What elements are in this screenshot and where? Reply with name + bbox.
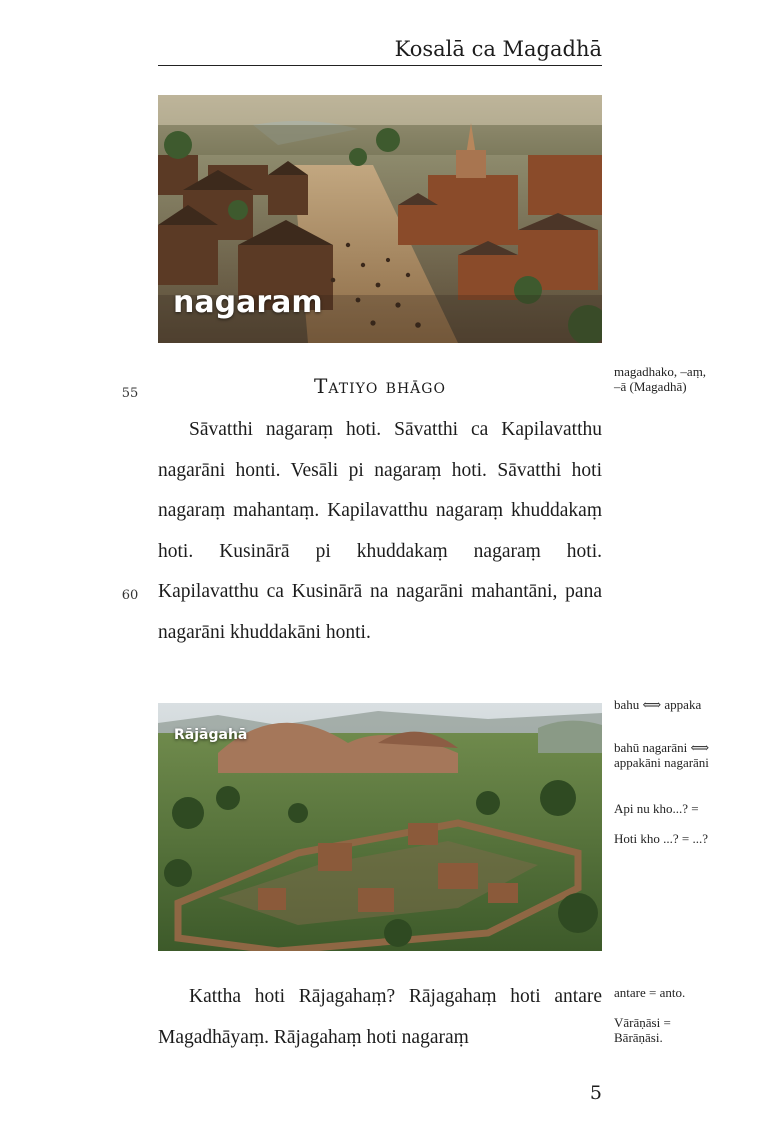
header-rule (158, 65, 602, 66)
figure-label-rajagaha: Rājāgahā (174, 727, 248, 743)
paragraph-1: Sāvatthi nagaraṃ hoti. Sāvatthi ca Kapilavatthu nagarāni honti. Vesāli pi nagaraṃ hoti. Sāvatthi hoti nagaraṃ mahantaṃ. Kapilavatthu nagaraṃ khuddakaṃ hoti. Kusinārā pi khuddakaṃ nagaraṃ hoti. Kapilavatthu ca Kusinārā na nagarāni mahantāni, pana nagarāni khuddakāni honti. (158, 419, 602, 643)
page-number: 5 (589, 1082, 602, 1104)
margin-note-varanasi: Vārāṇāsi = Bārāṇāsi. (614, 1015, 671, 1045)
figure-rajagaha (158, 703, 602, 951)
margin-note-magadhako: magadhako, –aṃ, –ā (Magadhā) (614, 364, 707, 394)
margin-note-bahu: bahu ⟺ appaka (614, 697, 702, 712)
figure-label-nagaram: nagaram (173, 285, 323, 320)
figure-city-street (158, 95, 602, 343)
margin-note-antare: antare = anto. (614, 985, 686, 1000)
line-number-60: 60 (121, 588, 139, 603)
margin-note-bahu-nagarani: bahū nagarāni ⟺ appakāni nagarāni (614, 740, 710, 770)
running-head: Kosalā ca Magadhā (394, 37, 602, 61)
line-number-55: 55 (121, 386, 139, 401)
margin-note-api-nu-kho: Api nu kho...? = (614, 801, 699, 816)
section-title: Tatiyo bhāgo (314, 374, 446, 398)
paragraph-2: Kattha hoti Rājagahaṃ? Rājagahaṃ hoti antare Magadhāyaṃ. Rājagahaṃ hoti nagaraṃ (158, 986, 602, 1048)
margin-note-hoti-kho: Hoti kho ...? = ...? (614, 831, 708, 846)
